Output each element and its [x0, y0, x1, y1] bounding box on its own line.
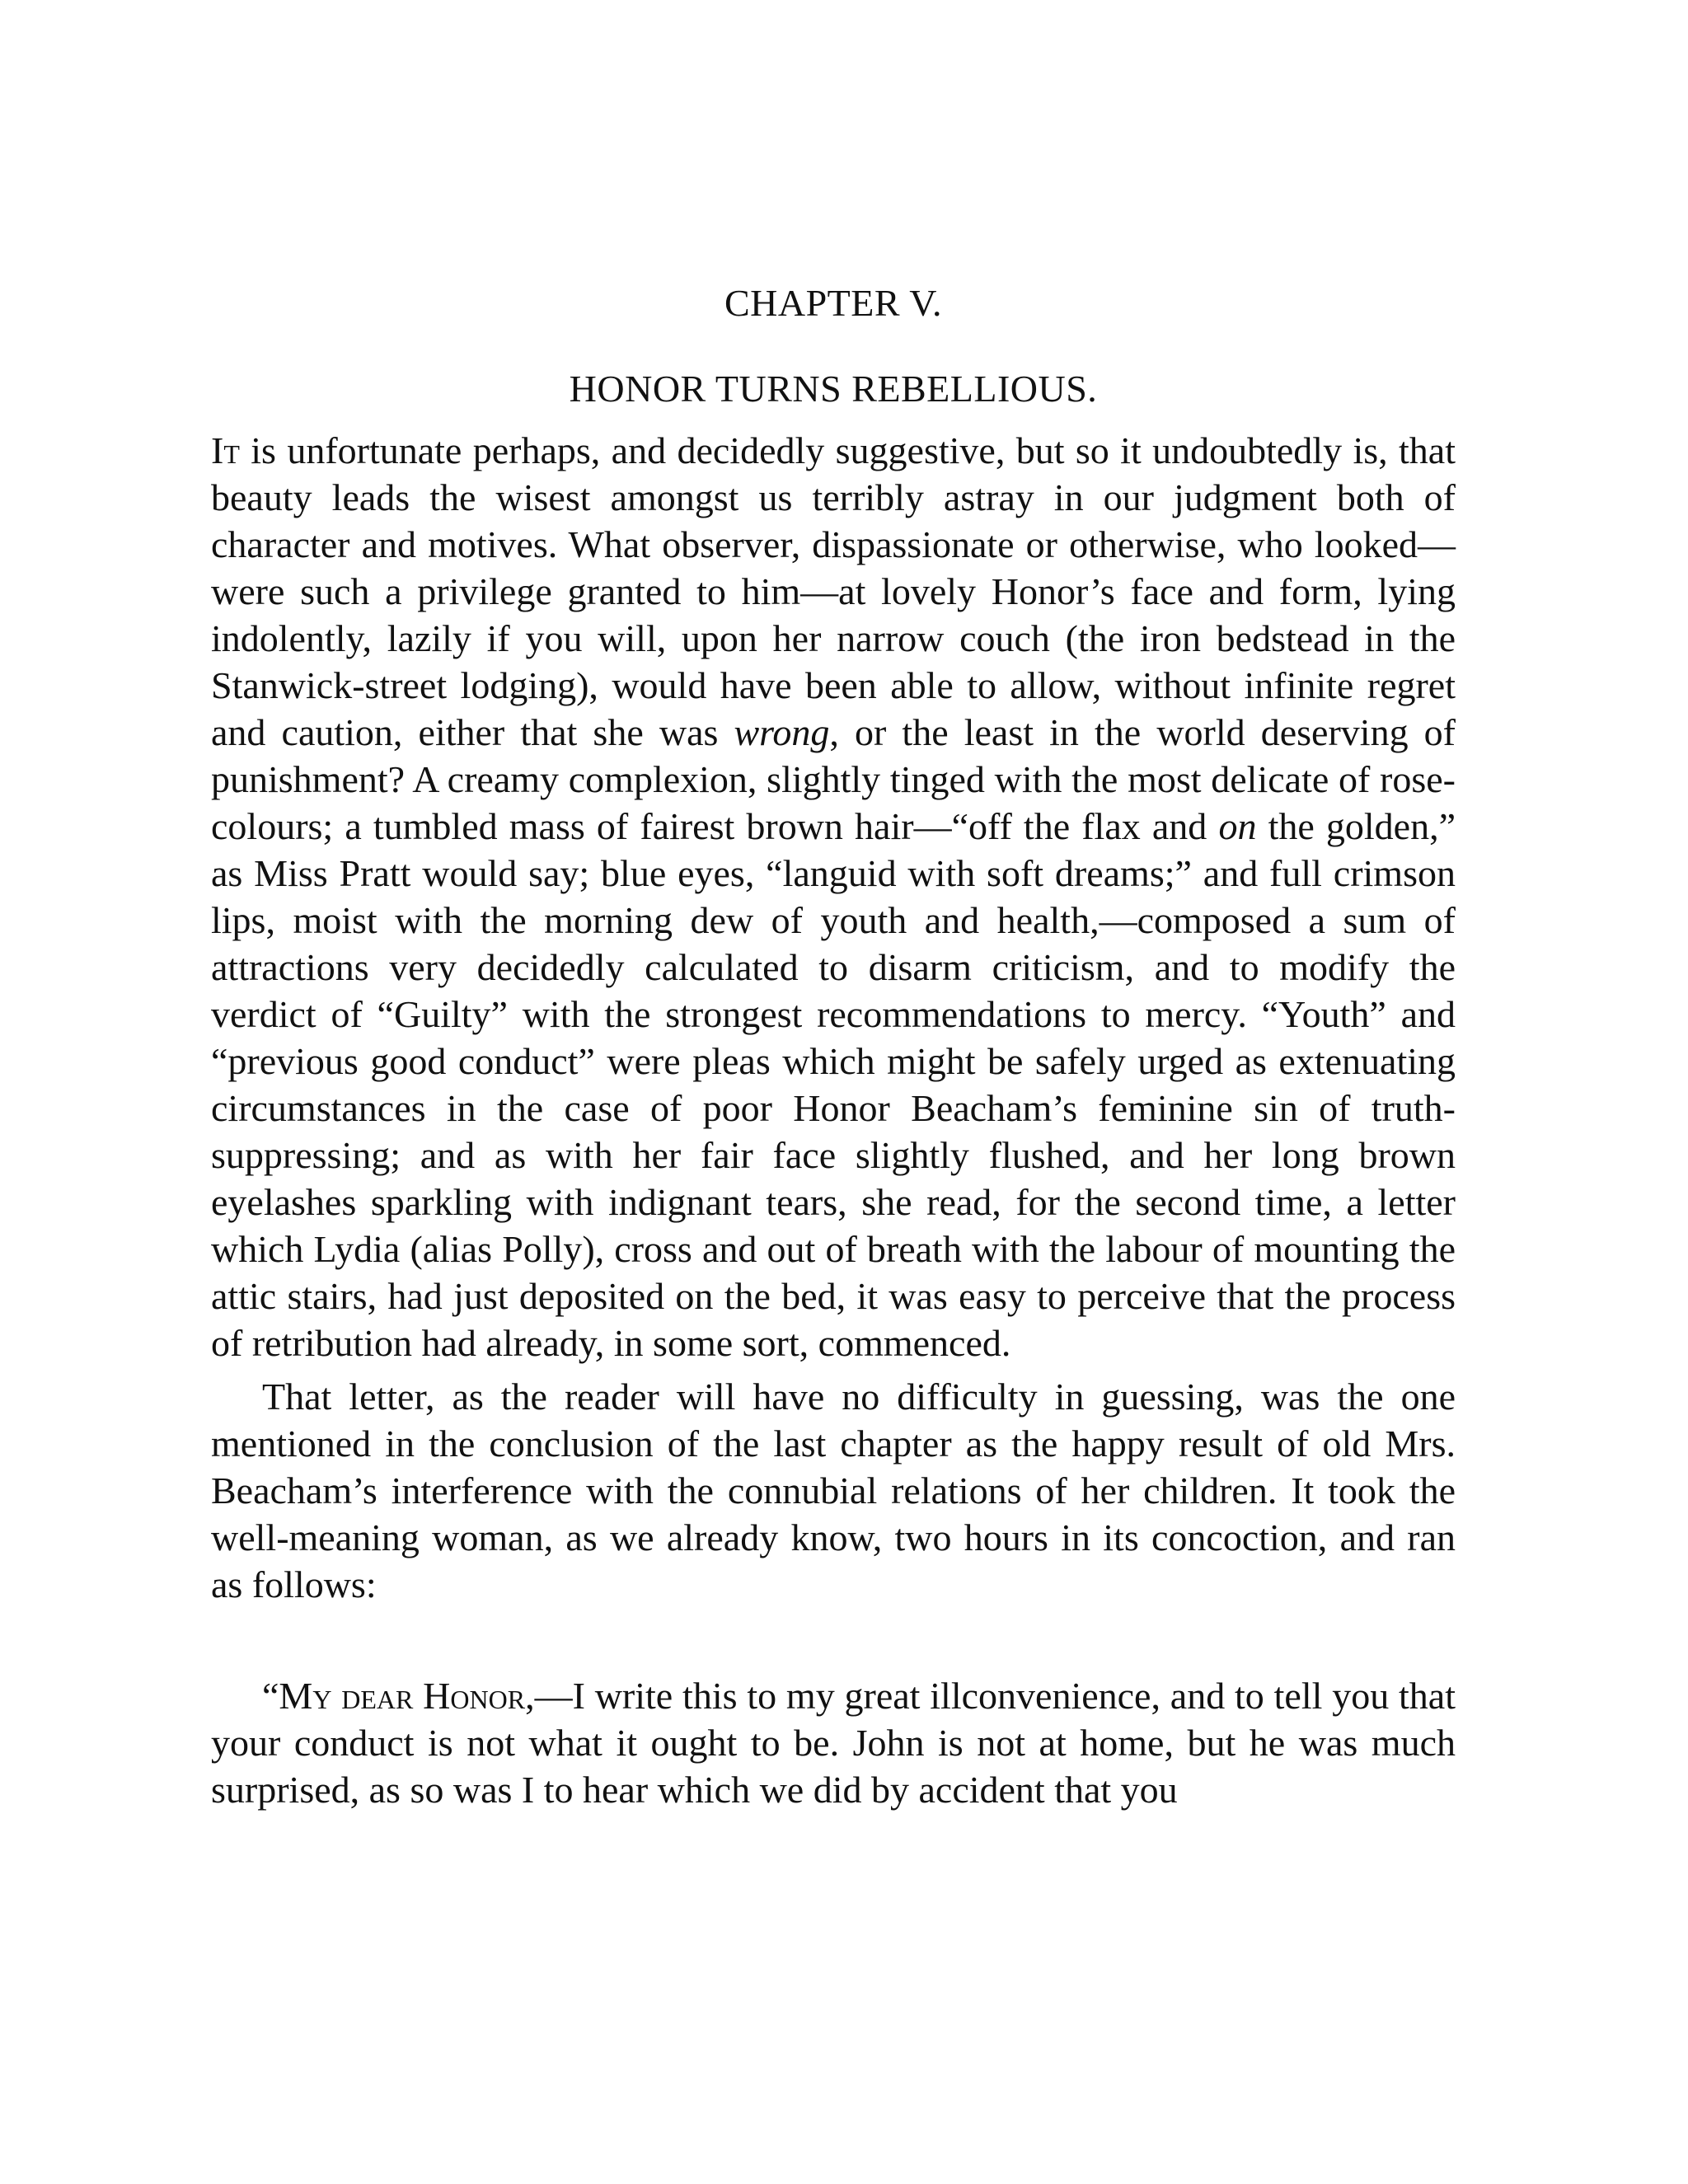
body-paragraph	[211, 427, 1456, 1366]
body-paragraph: That letter, as the reader will have no difficulty in guessing, was the one mentioned in the conclusion of the last chapter as the happy result of old Mrs. Beacham’s interference with the connubial relations of her children. It took the well-meaning woman, as we already know, two hours in its concoction, and ran as follows:	[211, 1376, 1456, 1605]
open-quote: “	[262, 1675, 279, 1717]
paragraph-text: the golden,” as Miss Pratt would say; blue eyes, “languid with soft dreams;” and full crimson lips, moist with the morning dew of youth and health,—composed a sum of attractions very decidedly calculated to disarm criticism, and to modify the verdict of “Guilty” with the strongest recommendations to mercy. “Youth” and “previous good conduct” were pleas which might be safely urged as extenuating circumstances in the case of poor Honor Beacham’s feminine sin of truth-suppressing; and as with her fair face slightly flushed, and her long brown eyelashes sparkling with indignant tears, she read, for the second time, a letter which Lydia (alias Polly), cross and out of breath with the labour of mounting the attic stairs, had just deposited on the bed, it was easy to perceive that the process of retribution had already, in some sort, commenced.	[211, 805, 1456, 1364]
letter-salutation: My dear Honor,	[279, 1675, 535, 1717]
letter-body: —I write this to my great illconvenience, and to tell you that your conduct is not what it ought to be. John is not at home, but he was much surprised, as so was I to hear which we did by accident that you	[211, 1675, 1456, 1811]
letter-paragraph	[211, 1672, 1456, 1813]
paragraph-text: is unfortunate perhaps, and decidedly suggestive, but so it undoubtedly is, that beauty leads the wisest amongst us terribly astray in our judgment both of character and motives. What observer, dispassionate or otherwise, who looked—were such a privilege granted to him—at lovely Honor’s face and form, lying indolently, lazily if you will, upon her narrow couch (the iron bedstead in the Stanwick-street lodging), would have been able to allow, without infinite regret and caution, either that she was	[211, 429, 1456, 753]
italic-emphasis: on	[1218, 805, 1257, 847]
book-page	[211, 280, 1456, 1813]
italic-emphasis: wrong	[734, 711, 830, 753]
opening-small-caps: It	[211, 429, 240, 471]
paragraph-text: , or the least in the world deserving of punishment? A creamy complexion, slightly tinged with the most delicate of rose-colours; a tumbled mass of fairest brown hair—“off the flax and	[211, 711, 1456, 847]
chapter-number: CHAPTER V.	[724, 282, 943, 324]
chapter-title: HONOR TURNS REBELLIOUS.	[569, 368, 1098, 410]
